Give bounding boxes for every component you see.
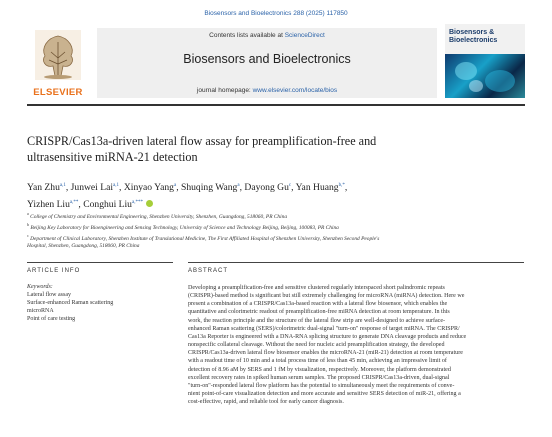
cover-title-line-1: Biosensors & [449, 29, 495, 36]
abstract-line: "turn-on"-responded lateral flow platform has the potential to simultaneously meet the requirements of conve- [188, 382, 455, 389]
affiliation-text: College of Chemistry and Environmental Engineering, Shenzhen University, Shenzhen, Guangdong, 518060, PR China [30, 213, 288, 220]
affiliation-mark: b [27, 222, 29, 228]
abstract-line: work, the reaction principle and the structure of the lateral flow strip are well-designed to achieve surface- [188, 317, 446, 324]
article-title [27, 133, 525, 165]
author-separator: , [176, 182, 179, 193]
author-affiliation-mark[interactable]: a [173, 183, 177, 188]
author-name[interactable]: Yan Zhu [27, 182, 60, 193]
author-name[interactable]: Junwei Lai [70, 182, 114, 193]
contents-prefix: Contents lists available at [209, 32, 283, 39]
author-affiliation-mark[interactable]: b,* [338, 183, 345, 188]
affiliation-text: Department of Clinical Laboratory, Shenzhen Institute of Translational Medicine, The First Affiliated Hospital of Shenzhen University, Shenzhen Second People's [30, 235, 380, 242]
affiliation-item [27, 232, 525, 243]
affiliation-item [27, 243, 525, 250]
abstract-line: Developing a preamplification-free and sensitive clustered regularly interspaced short palindromic repeats [188, 285, 445, 291]
journal-cover-image[interactable] [445, 24, 525, 98]
affiliation-mark: c [27, 233, 29, 239]
author-affiliation-mark[interactable]: a,*** [131, 200, 143, 205]
author-affiliation-mark[interactable]: c [288, 183, 292, 188]
sciencedirect-link[interactable]: ScienceDirect [284, 32, 325, 39]
author-separator: , [239, 182, 242, 193]
abstract-line: detection of 8.96 aM by SERS and 1 fM by visualization, respectively. Moreover, the platform demonstrated [188, 366, 451, 373]
elsevier-logo[interactable] [27, 28, 89, 98]
author-name[interactable]: Yan Huang [295, 182, 339, 193]
journal-banner [97, 28, 437, 98]
homepage-line [97, 87, 437, 94]
author-name[interactable]: Yizhen Liu [27, 199, 70, 210]
abstract-line: cost-effective, rapid, and reliable tool for early cancer diagnosis. [188, 399, 344, 406]
article-info-heading: ARTICLE INFO [27, 268, 81, 274]
journal-title: Biosensors and Bioelectronics [183, 52, 351, 66]
author-name[interactable]: Dayong Gu [244, 182, 289, 193]
abstract-line: Cas13a Reporter is engineered with a DNA-RNA splicing structure to generate DNA cleavage products and reduce [188, 333, 467, 340]
affiliation-mark: a [27, 211, 29, 216]
article-title-line-1: CRISPR/Cas13a-driven lateral flow assay for preamplification-free and [27, 134, 377, 148]
author-list [27, 178, 525, 212]
author-affiliation-mark[interactable]: a,1 [113, 183, 120, 188]
author-name[interactable]: Xinyao Yang [123, 182, 174, 193]
keyword-item[interactable]: Lateral flow assay [27, 292, 71, 298]
author-affiliation-mark[interactable]: a [237, 183, 240, 188]
homepage-link[interactable]: www.elsevier.com/locate/bios [252, 87, 338, 94]
abstract-line: enhanced Raman scattering (SERS)/colorimetric dual-signal "turn-on" response of target miRNA. The CRISPR/ [188, 325, 460, 332]
abstract-line: present a combination of a CRISPR/Cas13a-based reaction with a lateral flow biosensor, which enables the [188, 301, 448, 308]
abstract-line: nonspecific collateral cleavage. Without the need for nucleic acid preamplification strategy, the developed [188, 342, 445, 349]
author-separator: , [65, 182, 69, 193]
cover-title-line-2: Bioelectronics [449, 37, 498, 44]
abstract-heading: ABSTRACT [188, 268, 229, 274]
article-title-line-2: ultrasensitive miRNA-21 detection [27, 150, 198, 164]
author-name[interactable]: Conghui Liu [83, 199, 132, 210]
cover-title-band [445, 24, 525, 54]
affiliation-item [27, 221, 525, 232]
author-affiliation-mark[interactable]: a,** [69, 200, 79, 205]
journal-header [27, 22, 525, 100]
abstract-line: with a readout time of 10 min and a total process time of less than 45 min, achieving an impressive limit of [188, 358, 447, 365]
author-separator: , [119, 182, 122, 193]
affiliation-text: Beijing Key Laboratory for Bioengineering and Sensing Technology, University of Science and Technology Beijing, Beijing, 100083, PR China [30, 224, 339, 231]
author-affiliation-mark[interactable]: a,1 [59, 183, 66, 188]
author-separator: , [344, 182, 348, 193]
affiliation-list [27, 210, 525, 251]
abstract-line: excellent recovery rates in spiked human serum samples. The proposed CRISPR/Cas13a-driven, dual-signal [188, 374, 450, 381]
orcid-icon[interactable] [146, 200, 153, 207]
affiliation-text: Hospital, Shenzhen, Guangdong, 518060, PR China [27, 243, 140, 250]
abstract-rule [188, 262, 524, 263]
abstract-line: quantitative and colorimetric readout of preamplification-free miRNA detection at room temperature. In this [188, 309, 450, 316]
author-name[interactable]: Shuqing Wang [181, 182, 238, 193]
publisher-wordmark: ELSEVIER [33, 87, 83, 98]
journal-reference[interactable]: Biosensors and Bioelectronics 288 (2025) 117850 [204, 10, 348, 17]
abstract-line: (CRISPR)-based method is significant but still extremely challenging for microRNA (miRNA) detection. Here we [188, 293, 465, 300]
keywords-label: Keywords: [27, 284, 53, 290]
abstract-line: CRISPR/Cas13a-driven lateral flow biosensor enables the microRNA-21 (miR-21) detection at room temperature [188, 350, 463, 357]
author-separator: , [291, 182, 294, 193]
article-info-rule [27, 262, 173, 263]
keyword-item[interactable]: Surface-enhanced Raman scattering [27, 300, 114, 306]
author-line-1 [27, 178, 525, 195]
contents-line [97, 32, 437, 39]
author-separator: , [78, 199, 81, 210]
abstract-line: nient point-of-care visualization detection and more accurate and sensitive SERS detection of miR-21, offering a [188, 391, 461, 398]
keyword-item[interactable]: microRNA [27, 308, 54, 314]
cover-title [449, 29, 497, 45]
affiliation-item [27, 210, 525, 221]
keyword-item[interactable]: Point of care testing [27, 316, 76, 322]
abstract-text [188, 284, 524, 406]
header-divider [27, 104, 525, 106]
cover-artwork [445, 54, 525, 98]
elsevier-tree-icon [35, 30, 81, 80]
homepage-prefix: journal homepage: [196, 87, 251, 94]
